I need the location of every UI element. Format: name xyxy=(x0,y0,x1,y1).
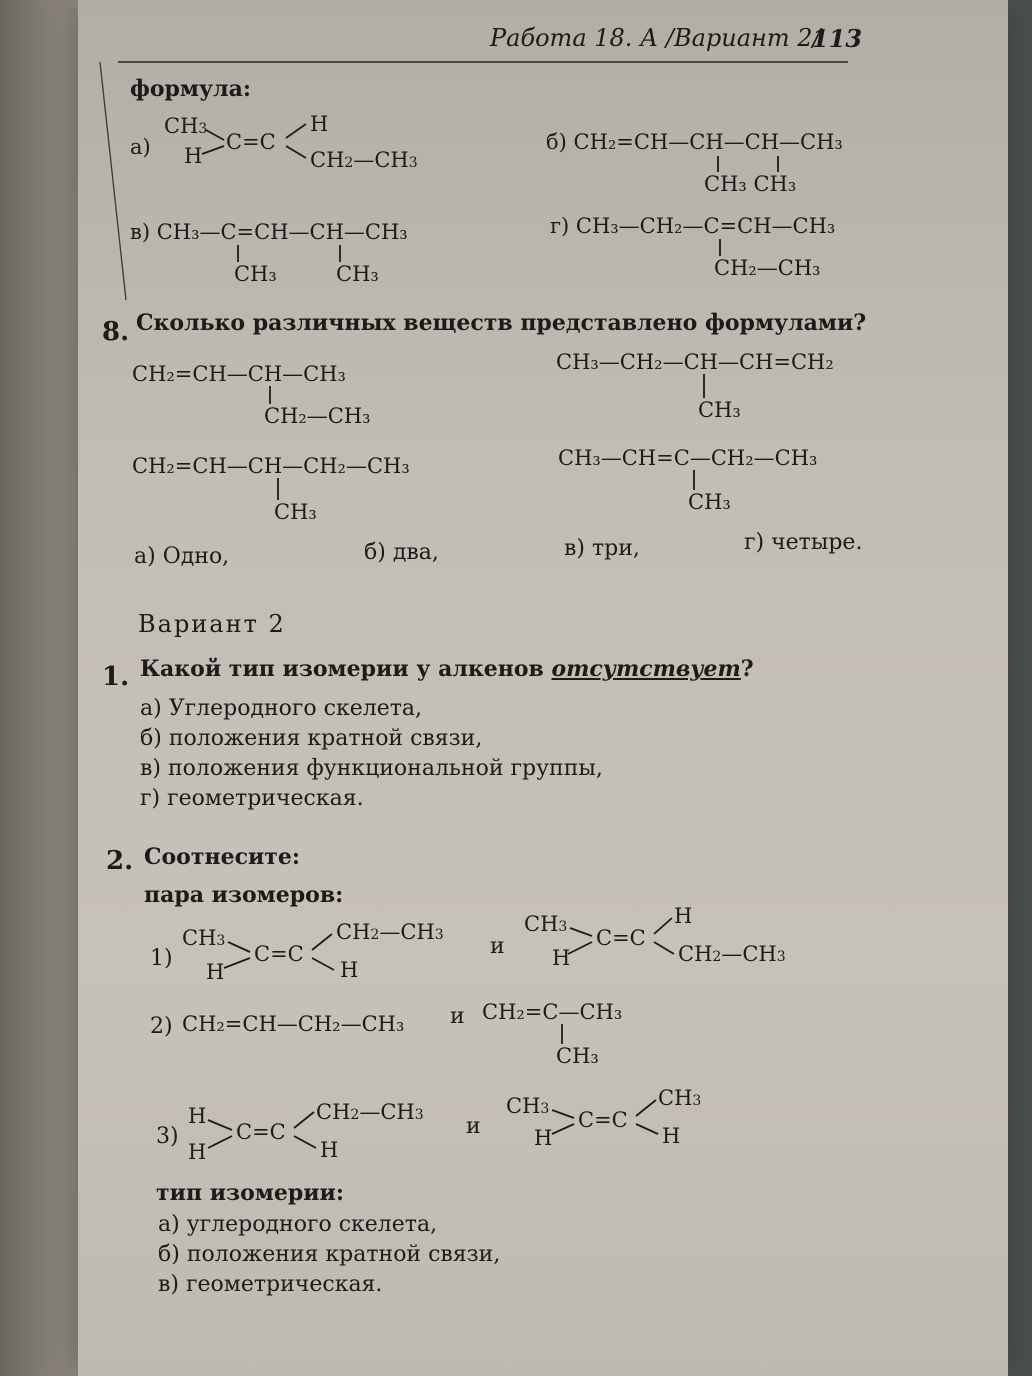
q8-formula-3-sub: CH₃ xyxy=(274,500,317,524)
q2-type-a: а) углеродного скелета, xyxy=(158,1212,438,1237)
pair3-left-h2: H xyxy=(188,1140,207,1164)
q2-type-v: в) геометрическая. xyxy=(158,1272,383,1297)
option-a-h-top: H xyxy=(310,112,329,136)
pair1-left-h2: H xyxy=(340,958,359,982)
q8-answer-g: г) четыре. xyxy=(744,530,863,555)
q8-number: 8. xyxy=(102,317,130,347)
pair1-and: и xyxy=(490,934,505,959)
q2-type-b: б) положения кратной связи, xyxy=(158,1242,501,1267)
pair3-left-ch2ch3: CH2—CH3 xyxy=(316,1100,424,1124)
q8-answer-a: а) Одно, xyxy=(134,544,230,569)
pair3-left-h3: H xyxy=(320,1138,339,1162)
q1-number: 1. xyxy=(102,662,130,692)
pair1-left-h: H xyxy=(206,960,225,984)
variant-title: Вариант 2 xyxy=(138,610,286,638)
book-page xyxy=(78,0,1008,1376)
pair2-left: CH₂=CH—CH₂—CH₃ xyxy=(182,1012,405,1036)
pair2-right: CH₂=C—CH₃ xyxy=(482,1000,623,1024)
pair1-right-ch2ch3: CH2—CH3 xyxy=(678,942,786,966)
pair3-left-cc: C=C xyxy=(236,1120,286,1144)
pair3-right-ch3b: CH3 xyxy=(658,1086,702,1110)
pair1-right-ch3: CH3 xyxy=(524,912,568,936)
q8-answer-b: б) два, xyxy=(364,540,439,565)
q1-option-a: а) Углеродного скелета, xyxy=(140,696,423,721)
q2-number: 2. xyxy=(106,846,134,876)
q8-formula-3: CH₂=CH—CH—CH₂—CH₃ xyxy=(132,454,410,478)
option-v-formula: в) CH₃—C=CH—CH—CH₃ xyxy=(130,220,408,244)
q8-answer-v: в) три, xyxy=(564,536,640,561)
pair3-number: 3) xyxy=(156,1124,179,1149)
q1-option-v: в) положения функциональной группы, xyxy=(140,756,603,781)
pair3-and: и xyxy=(466,1114,481,1139)
pair2-right-sub: CH₃ xyxy=(556,1044,599,1068)
q8-formula-2-sub: CH₃ xyxy=(698,398,741,422)
pair1-right-cc: C=C xyxy=(596,926,646,950)
option-b-substituents: CH₃ CH₃ xyxy=(704,172,797,196)
pair3-right-cc: C=C xyxy=(578,1108,628,1132)
q1-option-g: г) геометрическая. xyxy=(140,786,364,811)
option-b-formula: б) CH₂=CH—CH—CH—CH₃ xyxy=(546,130,843,154)
pair3-bonds xyxy=(78,0,1008,1376)
q2-pairs-label: пара изомеров: xyxy=(144,882,344,908)
pair2-number: 2) xyxy=(150,1014,173,1039)
option-v-sub1: CH₃ xyxy=(234,262,277,286)
option-a-ch2: CH2—CH3 xyxy=(310,148,418,172)
pair1-left-ch2ch3: CH2—CH3 xyxy=(336,920,444,944)
q1-option-b: б) положения кратной связи, xyxy=(140,726,483,751)
option-v-sub2: CH₃ xyxy=(336,262,379,286)
option-g-substituent: CH₂—CH₃ xyxy=(714,256,821,280)
pair1-right-h2: H xyxy=(674,904,693,928)
q8-formula-1-sub: CH₂—CH₃ xyxy=(264,404,371,428)
option-g-formula: г) CH₃—CH₂—C=CH—CH₃ xyxy=(550,214,836,238)
q1-text: Какой тип изомерии у алкенов отсутствует? xyxy=(140,656,754,682)
q8-formula-4-sub: CH₃ xyxy=(688,490,731,514)
formula-label: формула: xyxy=(130,76,251,102)
option-a-ch3: CH3 xyxy=(164,114,208,138)
q8-formula-1: CH₂=CH—CH—CH₃ xyxy=(132,362,346,386)
pair1-left-cc: C=C xyxy=(254,942,304,966)
option-a-letter: а) xyxy=(130,135,151,159)
pair1-right-h: H xyxy=(552,946,571,970)
pair3-right-h: H xyxy=(534,1126,553,1150)
running-header: Работа 18. А /Вариант 2/ xyxy=(490,24,821,52)
q2-text: Соотнесите: xyxy=(144,844,301,870)
pair1-left-ch3: CH3 xyxy=(182,926,226,950)
option-a-h-left: H xyxy=(184,144,203,168)
pair1-number: 1) xyxy=(150,946,173,971)
option-a-cc: C=C xyxy=(226,130,276,154)
q8-formula-2: CH₃—CH₂—CH—CH=CH₂ xyxy=(556,350,834,374)
pair3-left-h1: H xyxy=(188,1104,207,1128)
q8-formula-4: CH₃—CH=C—CH₂—CH₃ xyxy=(558,446,818,470)
pair3-right-ch3: CH3 xyxy=(506,1094,550,1118)
q2-types-label: тип изомерии: xyxy=(156,1180,344,1206)
page-number: 113 xyxy=(812,24,863,53)
pair2-and: и xyxy=(450,1004,465,1029)
q8-text: Сколько различных веществ представлено формулами? xyxy=(136,310,867,336)
pair3-right-h2: H xyxy=(662,1124,681,1148)
